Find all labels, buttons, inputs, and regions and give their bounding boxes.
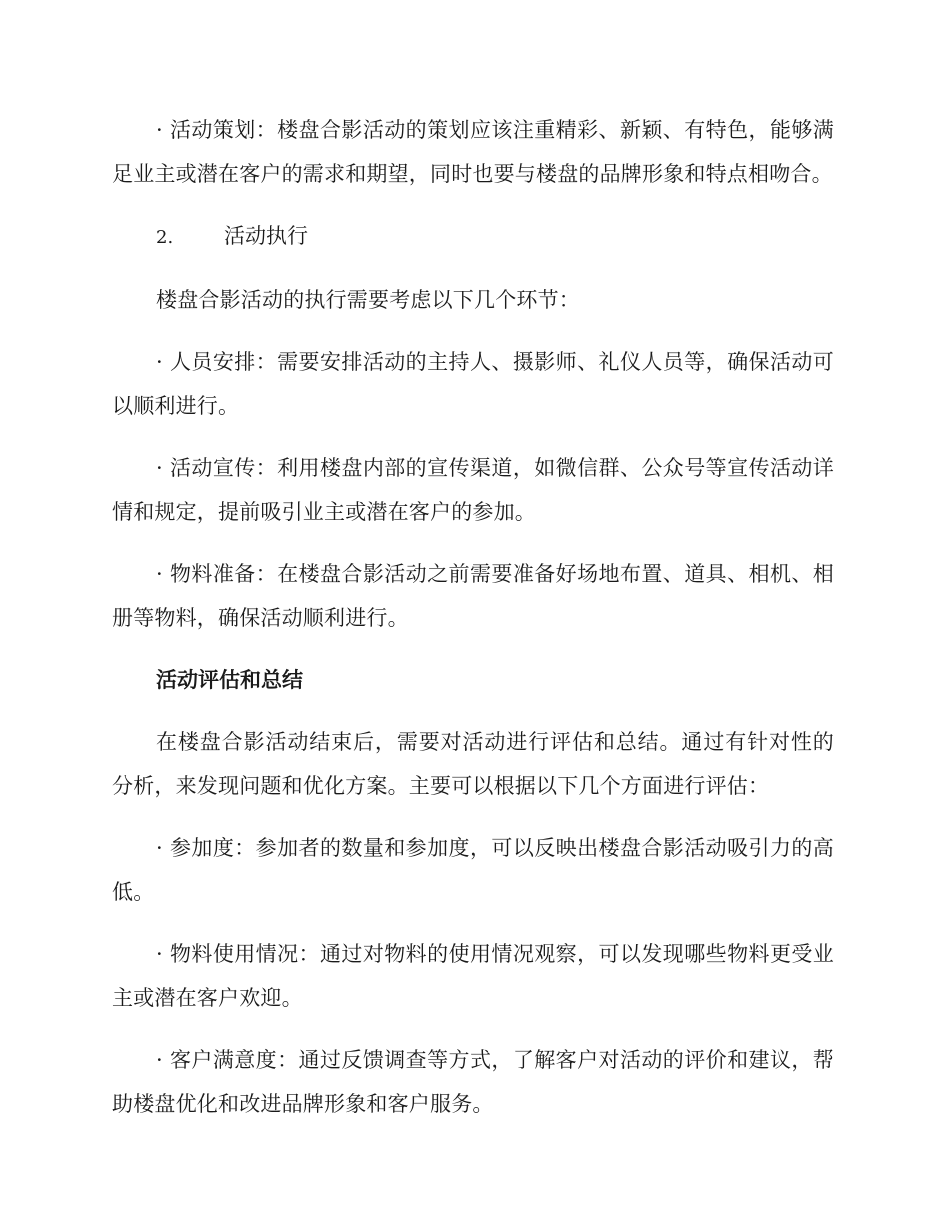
list-item-material-usage: · 物料使用情况：通过对物料的使用情况观察，可以发现哪些物料更受业主或潜在客户欢迎。: [112, 942, 834, 1010]
list-item-participation: · 参加度：参加者的数量和参加度，可以反映出楼盘合影活动吸引力的高低。: [112, 836, 834, 904]
section-heading-activity-execution: [112, 214, 834, 260]
paragraph-execution-intro: 楼盘合影活动的执行需要考虑以下几个环节：: [156, 288, 580, 312]
list-item-materials: · 物料准备：在楼盘合影活动之前需要准备好场地布置、道具、相机、相册等物料，确保活动顺利进行。: [112, 562, 834, 630]
section-number: 2.: [156, 227, 174, 248]
list-item-satisfaction: · 客户满意度：通过反馈调查等方式，了解客户对活动的评价和建议，帮助楼盘优化和改进品牌形象和客户服务。: [112, 1048, 834, 1116]
section-title: 活动执行: [224, 224, 308, 248]
list-item-promotion: · 活动宣传：利用楼盘内部的宣传渠道，如微信群、公众号等宣传活动详情和规定，提前吸引业主或潜在客户的参加。: [112, 456, 834, 524]
paragraph-evaluation-intro: 在楼盘合影活动结束后，需要对活动进行评估和总结。通过有针对性的分析，来发现问题和优化方案。主要可以根据以下几个方面进行评估：: [112, 730, 834, 798]
document-page: [112, 108, 834, 1144]
paragraph-activity-planning: · 活动策划：楼盘合影活动的策划应该注重精彩、新颖、有特色，能够满足业主或潜在客户的需求和期望，同时也要与楼盘的品牌形象和特点相吻合。: [112, 118, 834, 186]
section-heading-evaluation: 活动评估和总结: [156, 668, 303, 692]
list-item-staffing: · 人员安排：需要安排活动的主持人、摄影师、礼仪人员等，确保活动可以顺利进行。: [112, 350, 834, 418]
